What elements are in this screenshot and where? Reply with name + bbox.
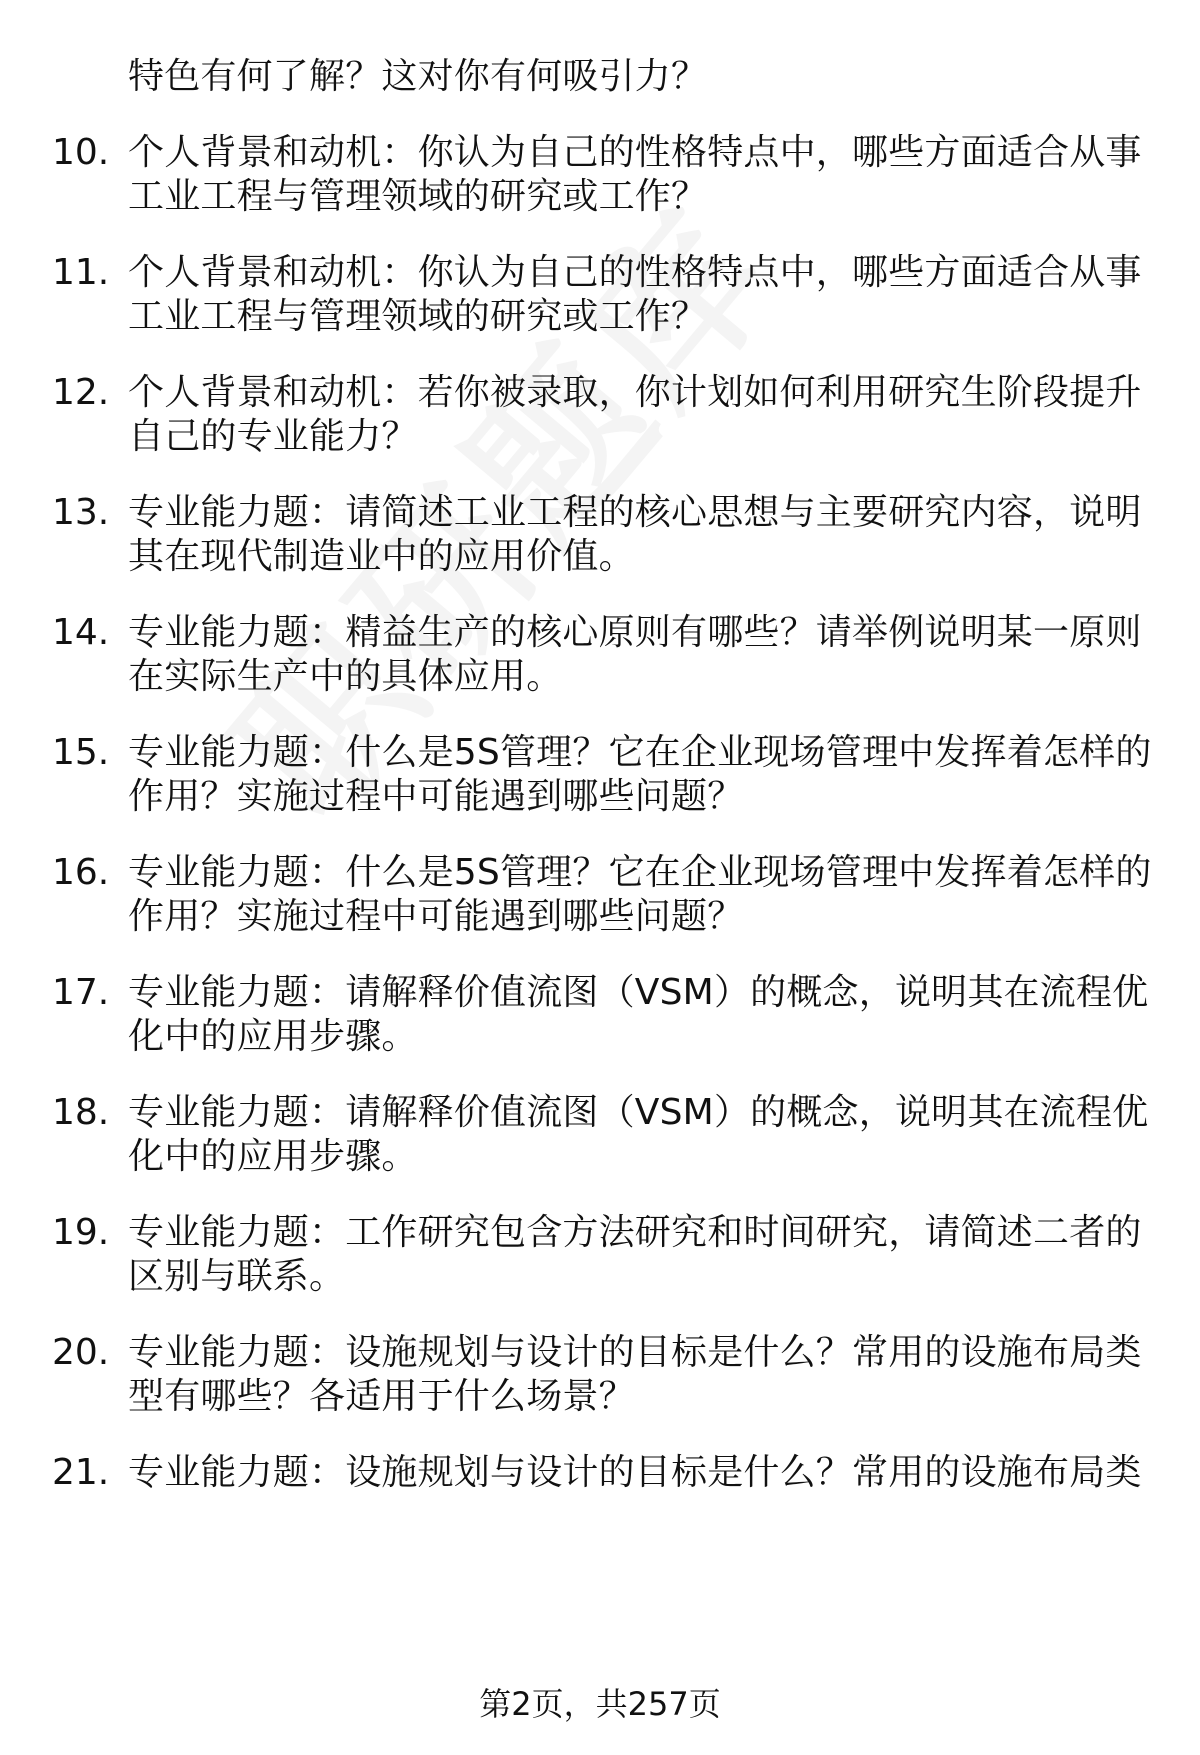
question-text-line1: 专业能力题：请解释价值流图（VSM）的概念，说明其在流程优	[128, 972, 1149, 1013]
question-text-line1: 专业能力题：精益生产的核心原则有哪些？请举例说明某一原则	[128, 612, 1142, 653]
question-number: 11.	[52, 252, 110, 293]
continuation-line: 特色有何了解？这对你有何吸引力？	[128, 56, 708, 97]
question-number: 10.	[52, 132, 110, 173]
question-number: 13.	[52, 492, 110, 533]
question-text-line2: 工业工程与管理领域的研究或工作？	[128, 176, 708, 217]
question-number: 20.	[52, 1332, 110, 1373]
question-number: 15.	[52, 732, 110, 773]
question-number: 19.	[52, 1212, 110, 1253]
question-number: 16.	[52, 852, 110, 893]
question-text-line2: 其在现代制造业中的应用价值。	[128, 536, 635, 577]
question-text-line2: 工业工程与管理领域的研究或工作？	[128, 296, 708, 337]
question-text-line1: 个人背景和动机：你认为自己的性格特点中，哪些方面适合从事	[128, 252, 1142, 293]
question-text-line2: 区别与联系。	[128, 1256, 346, 1297]
question-number: 21.	[52, 1452, 110, 1493]
question-text-line2: 化中的应用步骤。	[128, 1136, 418, 1177]
question-text-line1: 专业能力题：请简述工业工程的核心思想与主要研究内容，说明	[128, 492, 1142, 533]
question-text-line2: 型有哪些？各适用于什么场景？	[128, 1376, 635, 1417]
question-number: 17.	[52, 972, 110, 1013]
question-text-line1: 专业能力题：设施规划与设计的目标是什么？常用的设施布局类	[128, 1452, 1142, 1493]
question-text-line1: 专业能力题：设施规划与设计的目标是什么？常用的设施布局类	[128, 1332, 1142, 1373]
question-number: 18.	[52, 1092, 110, 1133]
question-text-line1: 个人背景和动机：你认为自己的性格特点中，哪些方面适合从事	[128, 132, 1142, 173]
question-text-line1: 专业能力题：什么是5S管理？它在企业现场管理中发挥着怎样的	[128, 732, 1152, 773]
question-text-line1: 专业能力题：工作研究包含方法研究和时间研究，请简述二者的	[128, 1212, 1142, 1253]
question-text-line1: 个人背景和动机：若你被录取，你计划如何利用研究生阶段提升	[128, 372, 1142, 413]
question-text-line2: 作用？实施过程中可能遇到哪些问题？	[128, 896, 744, 937]
question-text-line2: 作用？实施过程中可能遇到哪些问题？	[128, 776, 744, 817]
question-number: 14.	[52, 612, 110, 653]
question-text-line2: 自己的专业能力？	[128, 416, 418, 457]
page-footer: 第2页，共257页	[479, 1685, 721, 1723]
question-text-line2: 化中的应用步骤。	[128, 1016, 418, 1057]
question-text-line2: 在实际生产中的具体应用。	[128, 656, 563, 697]
question-number: 12.	[52, 372, 110, 413]
question-text-line1: 专业能力题：什么是5S管理？它在企业现场管理中发挥着怎样的	[128, 852, 1152, 893]
question-text-line1: 专业能力题：请解释价值流图（VSM）的概念，说明其在流程优	[128, 1092, 1149, 1133]
